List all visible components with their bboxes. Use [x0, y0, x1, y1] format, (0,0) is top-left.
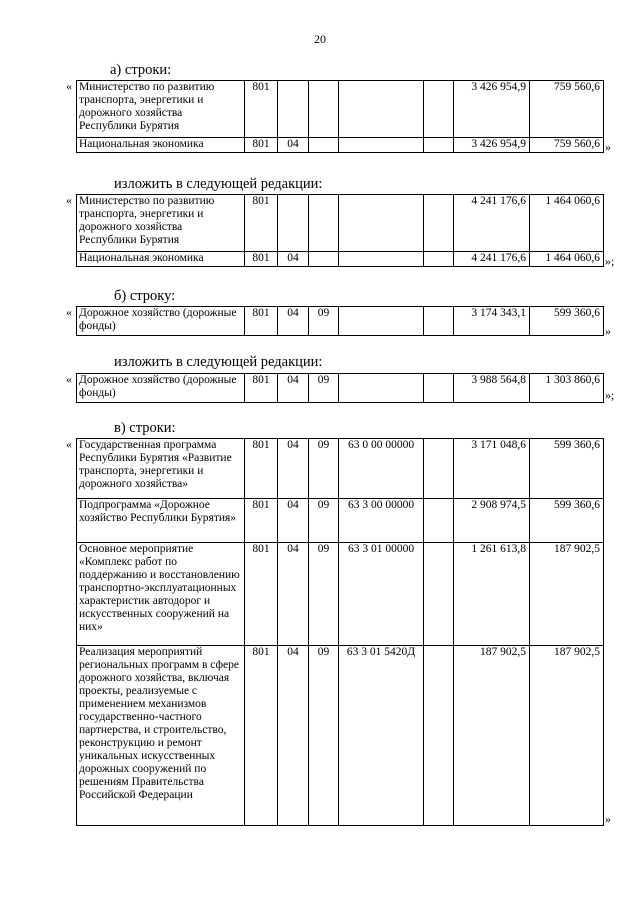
cell-pr — [309, 252, 339, 267]
cell-csr — [339, 252, 424, 267]
cell-csr: 63 3 01 00000 — [339, 543, 424, 646]
budget-table — [76, 80, 604, 153]
cell-rz: 04 — [278, 252, 309, 267]
cell-csr — [339, 81, 424, 138]
cell-sum-total: 3 174 343,1 — [454, 307, 530, 336]
cell-ved: 801 — [245, 543, 278, 646]
cell-sum-federal: 599 360,6 — [530, 307, 604, 336]
row-name: Подпрограмма «Дорожное хозяйство Республики Бурятия» — [77, 499, 245, 543]
cell-vr — [424, 646, 454, 826]
cell-ved: 801 — [245, 252, 278, 267]
cell-sum-federal: 759 560,6 — [530, 81, 604, 138]
section-heading: изложить в следующей редакции: — [114, 354, 323, 370]
cell-sum-federal: 187 902,5 — [530, 646, 604, 826]
section-heading: б) строку: — [114, 288, 176, 304]
cell-vr — [424, 499, 454, 543]
cell-vr — [424, 195, 454, 252]
cell-vr — [424, 81, 454, 138]
cell-rz: 04 — [278, 439, 309, 499]
cell-vr — [424, 138, 454, 153]
row-name: Национальная экономика — [77, 138, 245, 153]
row-name: Государственная программа Республики Бурятия «Развитие транспорта, энергетики и дорожного хозяйства» — [77, 439, 245, 499]
row-name: Министерство по развитию транспорта, энергетики и дорожного хозяйства Республики Бурятия — [77, 81, 245, 138]
cell-pr: 09 — [309, 374, 339, 403]
open-quote: « — [66, 437, 72, 451]
cell-csr — [339, 195, 424, 252]
table-row — [77, 374, 604, 403]
row-name: Национальная экономика — [77, 252, 245, 267]
cell-sum-federal: 1 303 860,6 — [530, 374, 604, 403]
cell-vr — [424, 252, 454, 267]
cell-ved: 801 — [245, 646, 278, 826]
cell-rz — [278, 81, 309, 138]
budget-table — [76, 306, 604, 336]
budget-table — [76, 373, 604, 403]
cell-pr: 09 — [309, 543, 339, 646]
table-row — [77, 543, 604, 646]
cell-pr: 09 — [309, 307, 339, 336]
cell-sum-total: 3 426 954,9 — [454, 81, 530, 138]
table-row — [77, 307, 604, 336]
table-row — [77, 252, 604, 267]
cell-sum-federal: 599 360,6 — [530, 499, 604, 543]
close-quote: »; — [605, 388, 615, 402]
open-quote: « — [66, 305, 72, 319]
close-quote: » — [605, 324, 611, 338]
cell-ved: 801 — [245, 499, 278, 543]
open-quote: « — [66, 193, 72, 207]
cell-rz: 04 — [278, 499, 309, 543]
cell-csr: 63 0 00 00000 — [339, 439, 424, 499]
cell-pr — [309, 81, 339, 138]
table-row — [77, 646, 604, 826]
cell-sum-total: 2 908 974,5 — [454, 499, 530, 543]
cell-vr — [424, 439, 454, 499]
cell-rz: 04 — [278, 646, 309, 826]
table-row — [77, 439, 604, 499]
page-number: 20 — [314, 32, 326, 46]
cell-rz: 04 — [278, 307, 309, 336]
cell-sum-federal: 599 360,6 — [530, 439, 604, 499]
row-name: Дорожное хозяйство (дорожные фонды) — [77, 307, 245, 336]
section-heading: а) строки: — [110, 62, 172, 78]
cell-ved: 801 — [245, 439, 278, 499]
cell-rz: 04 — [278, 374, 309, 403]
cell-sum-total: 3 988 564,8 — [454, 374, 530, 403]
cell-csr — [339, 374, 424, 403]
cell-pr — [309, 195, 339, 252]
cell-pr — [309, 138, 339, 153]
row-name: Дорожное хозяйство (дорожные фонды) — [77, 374, 245, 403]
cell-sum-federal: 187 902,5 — [530, 543, 604, 646]
table-row — [77, 138, 604, 153]
cell-sum-federal: 1 464 060,6 — [530, 195, 604, 252]
cell-ved: 801 — [245, 81, 278, 138]
close-quote: » — [605, 812, 611, 826]
open-quote: « — [66, 372, 72, 386]
budget-table — [76, 194, 604, 267]
cell-vr — [424, 374, 454, 403]
cell-ved: 801 — [245, 195, 278, 252]
cell-csr — [339, 138, 424, 153]
cell-pr: 09 — [309, 646, 339, 826]
cell-csr: 63 3 00 00000 — [339, 499, 424, 543]
row-name: Реализация мероприятий региональных программ в сфере дорожного хозяйства, включая проекты, реализуемые с применением механизмов государственно-частного партнерства, и строительство, реконструкцию и ремонт уникальных искусственных дорожных сооружений по решениям Правительства Российской Федерации — [77, 646, 245, 826]
table-row — [77, 195, 604, 252]
close-quote: »; — [605, 254, 615, 268]
cell-ved: 801 — [245, 138, 278, 153]
cell-sum-total: 1 261 613,8 — [454, 543, 530, 646]
cell-csr: 63 3 01 5420Д — [339, 646, 424, 826]
table-row — [77, 81, 604, 138]
cell-vr — [424, 543, 454, 646]
row-name: Основное мероприятие «Комплекс работ по поддержанию и восстановлению транспортно-эксплуатационных характеристик автодорог и искусственных сооружений на них» — [77, 543, 245, 646]
cell-csr — [339, 307, 424, 336]
cell-sum-total: 3 426 954,9 — [454, 138, 530, 153]
open-quote: « — [66, 79, 72, 93]
cell-sum-federal: 759 560,6 — [530, 138, 604, 153]
cell-sum-total: 3 171 048,6 — [454, 439, 530, 499]
section-heading: изложить в следующей редакции: — [114, 176, 323, 192]
cell-sum-federal: 1 464 060,6 — [530, 252, 604, 267]
cell-pr: 09 — [309, 439, 339, 499]
section-heading: в) строки: — [114, 420, 176, 436]
cell-ved: 801 — [245, 307, 278, 336]
cell-vr — [424, 307, 454, 336]
cell-pr: 09 — [309, 499, 339, 543]
table-row — [77, 499, 604, 543]
budget-table — [76, 438, 604, 826]
cell-sum-total: 4 241 176,6 — [454, 252, 530, 267]
cell-sum-total: 187 902,5 — [454, 646, 530, 826]
cell-rz: 04 — [278, 138, 309, 153]
close-quote: » — [605, 140, 611, 154]
cell-sum-total: 4 241 176,6 — [454, 195, 530, 252]
cell-rz: 04 — [278, 543, 309, 646]
cell-rz — [278, 195, 309, 252]
cell-ved: 801 — [245, 374, 278, 403]
row-name: Министерство по развитию транспорта, энергетики и дорожного хозяйства Республики Бурятия — [77, 195, 245, 252]
